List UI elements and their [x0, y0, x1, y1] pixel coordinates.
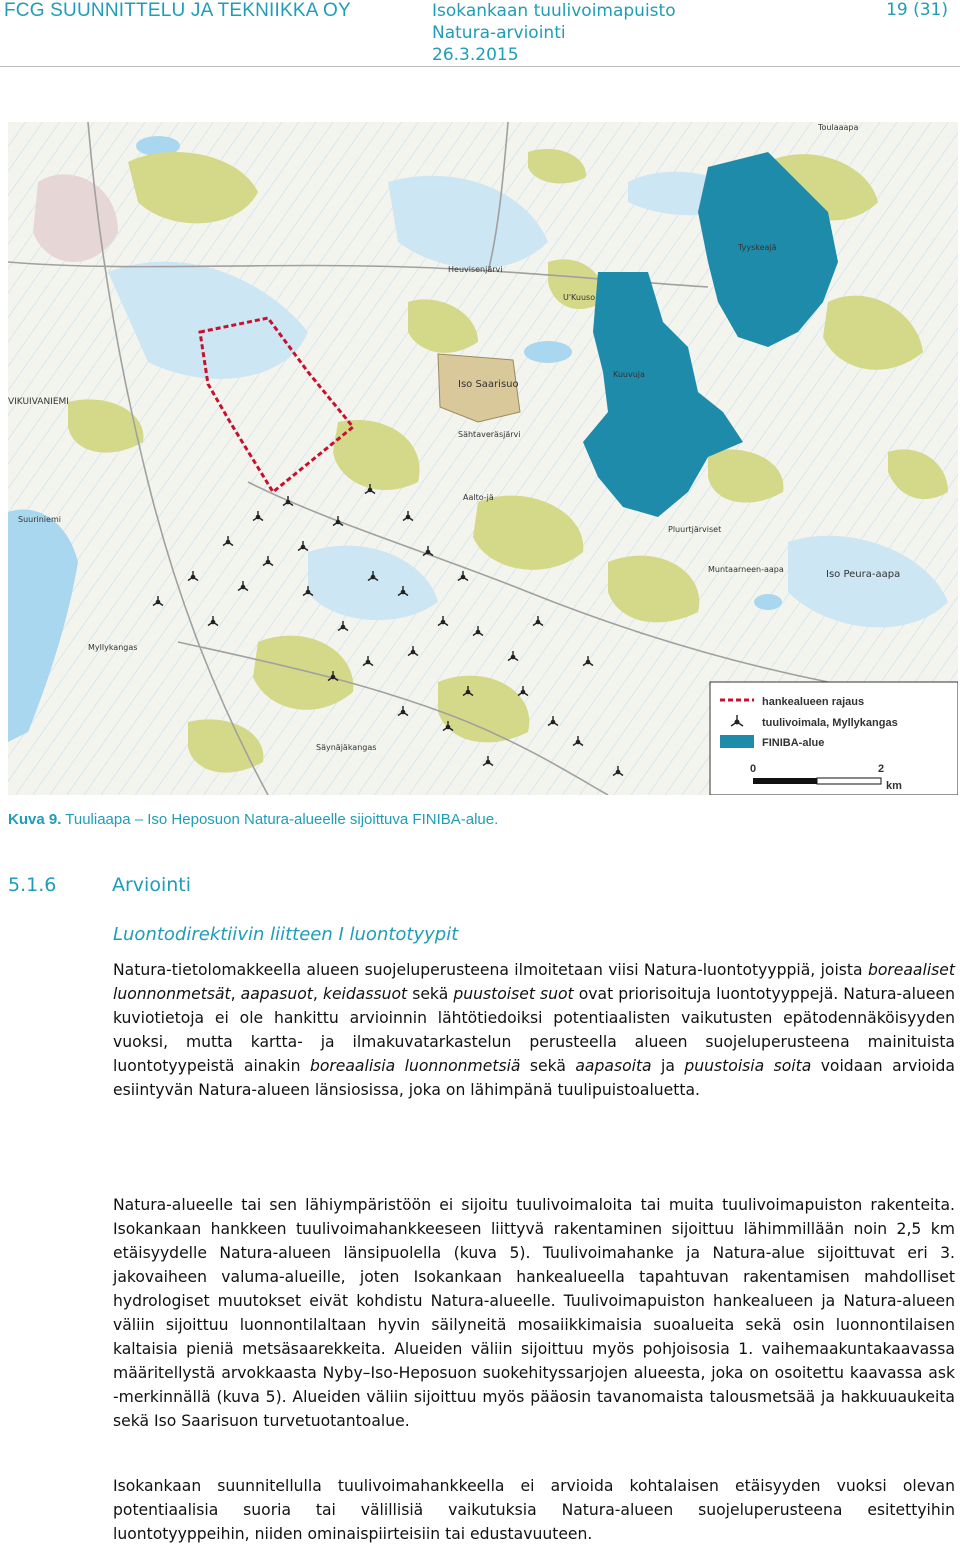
document-date: 26.3.2015: [432, 45, 519, 65]
company-name: FCG SUUNNITTELU JA TEKNIIKKA OY: [4, 0, 351, 21]
text-run-italic: aapasoita: [575, 1057, 652, 1075]
text-run-italic: boreaalisia luonnonmetsiä: [309, 1057, 521, 1075]
text-run-italic: puustoiset suot: [453, 985, 574, 1003]
text-run: voidaan arvioida esiintyvän Natura-alueen länsiosissa, joka on lähimpänä tuulipuistoaluetta.: [113, 1057, 955, 1099]
place-label: Pluurtjärviset: [668, 525, 722, 534]
text-run: ,: [230, 985, 241, 1003]
page-number: 19 (31): [886, 0, 948, 20]
place-label: Sähtaveräsjärvi: [458, 430, 521, 439]
place-label: Tyyskeajä: [738, 243, 777, 252]
section-heading: [8, 874, 191, 896]
scale-start: 0: [750, 763, 757, 775]
place-label: VIKUIVANIEMI: [8, 397, 69, 407]
text-run: ovat priorisoituja luontotyyppejä. Natura-alueen kuviotietoja ei ole hankittu arvioinnin lähtötiedoiksi potentiaalisten vaikutusten epätodennäköisyyden vuoksi, mutta kartta- ja ilmakuvatarkastelun perusteella alueen suojeluperusteena mainituista luontotyypeistä ainakin: [113, 985, 955, 1075]
place-label: Iso Saarisuo: [458, 379, 519, 390]
text-run: ja: [651, 1057, 685, 1075]
legend-item-finiba: FINIBA-alue: [762, 737, 825, 749]
project-info: [432, 0, 676, 66]
page-header: [0, 0, 960, 70]
text-run-italic: puustoisia soita: [684, 1057, 812, 1075]
scale-end: 2: [878, 763, 885, 775]
text-run-italic: aapasuot: [240, 985, 313, 1003]
subsection-heading: Luontodirektiivin liitteen I luontotyypit: [113, 924, 459, 945]
figure-caption: [8, 811, 498, 828]
paragraph-2: Natura-alueelle tai sen lähiympäristöön ei sijoitu tuulivoimaloita tai muita tuulivoimapuiston rakenteita. Isokankaan hankkeen tuulivoimahankkeeseen liittyvä rakentaminen sijoittuu lähimmillään noin 2,5 km etäisyydelle Natura-alueen länsipuolella (kuva 5). Tuulivoimahanke ja Natura-alue sijoittuvat eri 3. jakovaiheen valuma-alueille, joten Isokankaan hankealueella tapahtuvan rakentamisen mahdolliset hydrologiset muutokset eivät kohdistu Natura-alueelle. Tuulivoimapuiston hankealueen ja Natura-alueen väliin sijoittuu luonnontilaltaan hyvin säilyneitä mosaiikkimaisia suoalueita sekä osin luonnontilaisen kaltaisia pieniä metsäsaarekkeita. Alueiden väliin sijoittuu myös pohjoisosia 1. vaihemaakuntakaavassa määritellystä arvokkaasta Nyby–Iso-Heposuon suokehityssarjojen alueesta, joka on osoitettu kaavassa ask -merkinnällä (kuva 5). Alueiden väliin sijoittuu myös pääosin tavanomaista talousmetsää ja hakkuuaukeita sekä Iso Saarisuon turvetuotantoalue.: [113, 1196, 955, 1430]
text-run-italic: boreaaliset luonnonmetsät: [113, 961, 955, 1003]
paragraph-3: Isokankaan suunnitellulla tuulivoimahankkeella ei arvioida kohtalaisen etäisyyden vuoksi olevan potentiaalisia suoria tai välillisiä vaikutuksia Natura-alueen suojeluperusteena esitettyihin luontotyyppeihin, niiden ominaispiirteisiin tai edustavuuteen.: [113, 1477, 955, 1543]
text-run: sekä: [407, 985, 454, 1003]
legend-item-turbine: tuulivoimala, Myllykangas: [762, 717, 898, 729]
scale-unit: km: [886, 780, 902, 792]
finiba-map: [8, 122, 958, 795]
text-run: ,: [312, 985, 323, 1003]
caption-text: Tuuliaapa – Iso Heposuon Natura-alueelle sijoittuva FINIBA-alue.: [61, 811, 499, 828]
place-label: Suuriniemi: [18, 515, 61, 524]
map-legend: [710, 682, 958, 795]
place-label: Aalto-jä: [463, 493, 494, 502]
legend-swatch-finiba: [720, 735, 754, 748]
place-label: Myllykangas: [88, 643, 138, 652]
place-label: Kuuvuja: [613, 370, 645, 379]
place-label: Heuvisenjärvi: [448, 265, 503, 274]
text-run-italic: keidassuot: [322, 985, 408, 1003]
place-label: Iso Peura-aapa: [826, 569, 901, 580]
project-subtitle: Natura-arviointi: [432, 23, 566, 43]
section-number: 5.1.6: [8, 874, 57, 896]
place-label: U'Kuuso: [563, 293, 596, 302]
section-title: Arviointi: [112, 874, 192, 896]
project-title: Isokankaan tuulivoimapuisto: [432, 1, 676, 21]
text-run: sekä: [520, 1057, 576, 1075]
place-label: Säynäjäkangas: [316, 743, 377, 752]
text-run: Natura-tietolomakkeella alueen suojeluperusteena ilmoitetaan viisi Natura-luontotyyppiä, joista: [113, 961, 868, 979]
place-label: Muntaarneen-aapa: [708, 565, 784, 574]
place-label: Toulaaapa: [818, 123, 859, 132]
scale-bar: [753, 778, 881, 784]
paragraph-1: [113, 958, 955, 1102]
header-divider: [0, 66, 960, 67]
legend-item-boundary: hankealueen rajaus: [762, 696, 865, 708]
caption-label: Kuva 9.: [8, 811, 62, 828]
